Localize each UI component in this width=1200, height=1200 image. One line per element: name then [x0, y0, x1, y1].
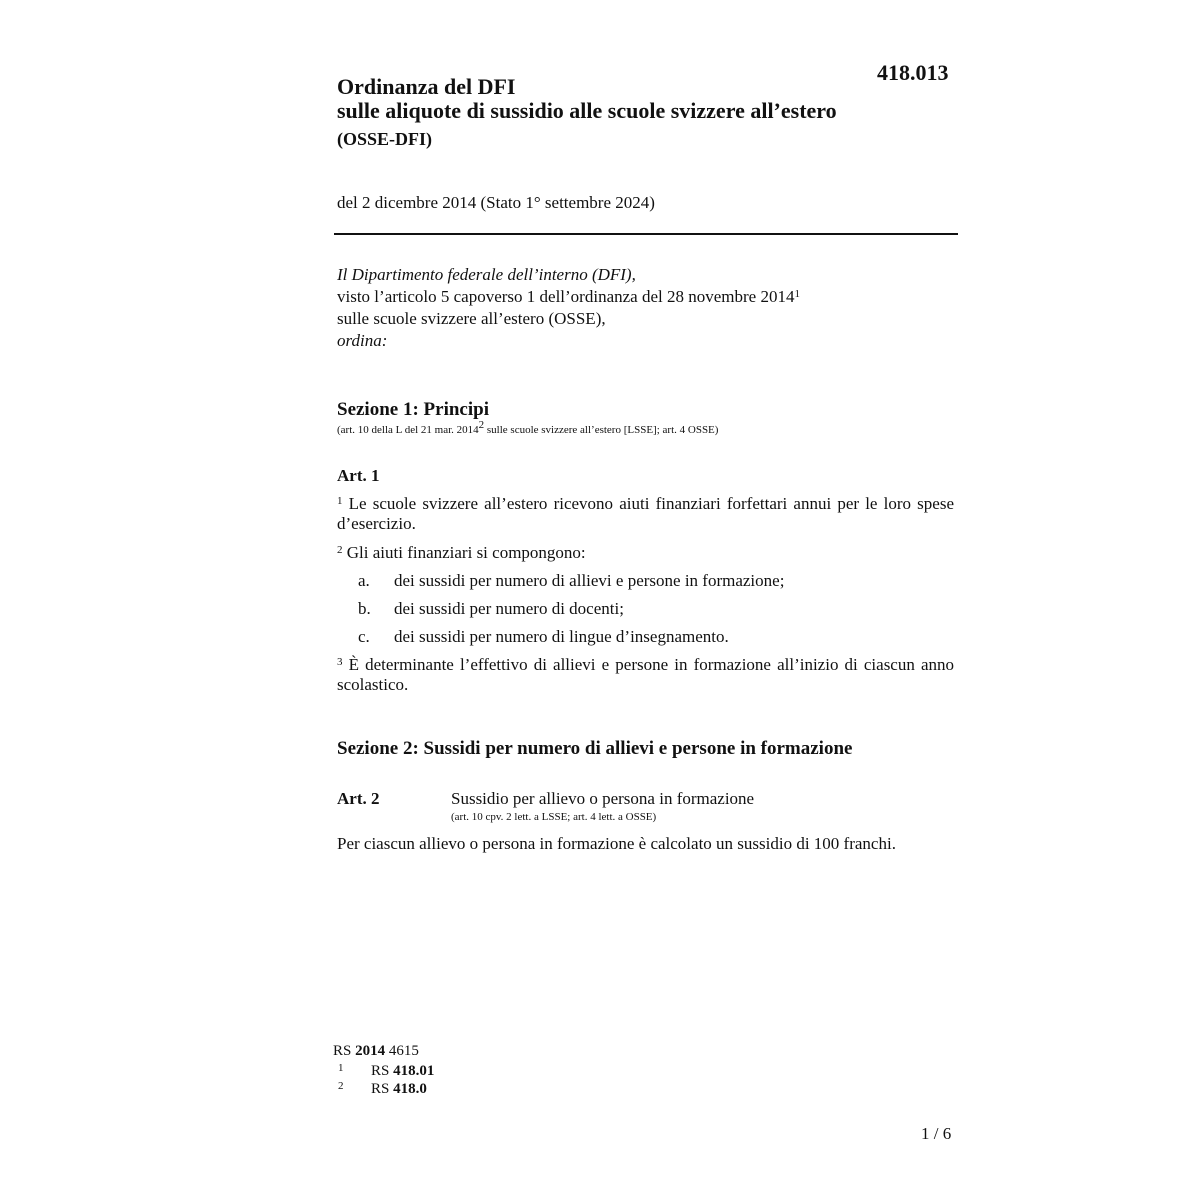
- footnote-value: 418.0: [393, 1081, 427, 1097]
- reference-text: sulle scuole svizzere all’estero [LSSE]; art. 4 OSSE): [484, 424, 719, 436]
- article-1-paragraph-1: [337, 494, 954, 534]
- footnote-ref[interactable]: 2: [478, 419, 485, 431]
- article-1-paragraph-2: [337, 543, 954, 563]
- footnote-value: 418.01: [393, 1063, 435, 1079]
- list-item-text: dei sussidi per numero di docenti;: [394, 599, 624, 618]
- footnote-prefix: RS: [371, 1081, 394, 1097]
- list-item-label: c.: [358, 627, 370, 646]
- footnote-text: [371, 1081, 427, 1098]
- footnote-number: 1: [338, 1062, 344, 1074]
- footnote-number: 2: [338, 1080, 344, 1092]
- page-number: 1 / 6: [921, 1124, 952, 1143]
- preamble: [337, 264, 957, 352]
- article-2-number: Art. 2: [337, 789, 380, 808]
- footnote-ref[interactable]: 1: [794, 288, 800, 300]
- article-2-reference: (art. 10 cpv. 2 lett. a LSSE; art. 4 lett. a OSSE): [451, 811, 657, 823]
- section-1-title: Sezione 1: Principi: [337, 399, 489, 420]
- preamble-authority: Il Dipartimento federale dell’interno (DFI),: [337, 265, 636, 284]
- article-2-text: Per ciascun allievo o persona in formazione è calcolato un sussidio di 100 franchi.: [337, 834, 896, 853]
- paragraph-number: 3: [337, 656, 343, 668]
- footnote-prefix: RS: [371, 1063, 394, 1079]
- article-1-paragraph-3: [337, 655, 954, 695]
- list-item-label: a.: [358, 571, 370, 590]
- paragraph-text: È determinante l’effettivo di allievi e persone in formazione all’inizio di ciascun anno scolastico.: [337, 655, 955, 694]
- header-divider: [334, 233, 958, 235]
- document-title: Ordinanza del DFI: [337, 74, 516, 99]
- paragraph-text: Gli aiuti finanziari si compongono:: [346, 543, 586, 562]
- preamble-line: sulle scuole svizzere all’estero (OSSE),: [337, 309, 606, 328]
- paragraph-number: 1: [337, 495, 343, 507]
- rs-year: 2014: [355, 1043, 386, 1059]
- preamble-line: [337, 286, 957, 308]
- paragraph-number: 2: [337, 544, 343, 556]
- document-subtitle: sulle aliquote di sussidio alle scuole svizzere all’estero: [337, 98, 837, 123]
- article-1-title: Art. 1: [337, 466, 380, 485]
- footnote-text: [371, 1063, 434, 1080]
- rs-page: 4615: [385, 1043, 419, 1059]
- reference-text: (art. 10 della L del 21 mar. 2014: [337, 424, 479, 436]
- preamble-text: visto l’articolo 5 capoverso 1 dell’ordinanza del 28 novembre 2014: [337, 287, 795, 306]
- article-2-title: Sussidio per allievo o persona in formazione: [451, 789, 755, 808]
- section-2-title: Sezione 2: Sussidi per numero di allievi e persone in formazione: [337, 738, 853, 759]
- document-abbreviation: (OSSE-DFI): [337, 129, 433, 149]
- official-compilation-ref: [333, 1043, 419, 1060]
- list-item-label: b.: [358, 599, 371, 618]
- rs-prefix: RS: [333, 1043, 356, 1059]
- paragraph-text: Le scuole svizzere all’estero ricevono aiuti finanziari forfettari annui per le loro spese d’esercizio.: [337, 494, 954, 533]
- document-number: 418.013: [877, 60, 949, 85]
- section-1-reference: [337, 419, 719, 436]
- preamble-ordina: ordina:: [337, 331, 388, 350]
- list-item-text: dei sussidi per numero di lingue d’insegnamento.: [394, 627, 729, 646]
- list-item-text: dei sussidi per numero di allievi e persone in formazione;: [394, 571, 785, 590]
- document-date: del 2 dicembre 2014 (Stato 1° settembre 2024): [337, 193, 655, 212]
